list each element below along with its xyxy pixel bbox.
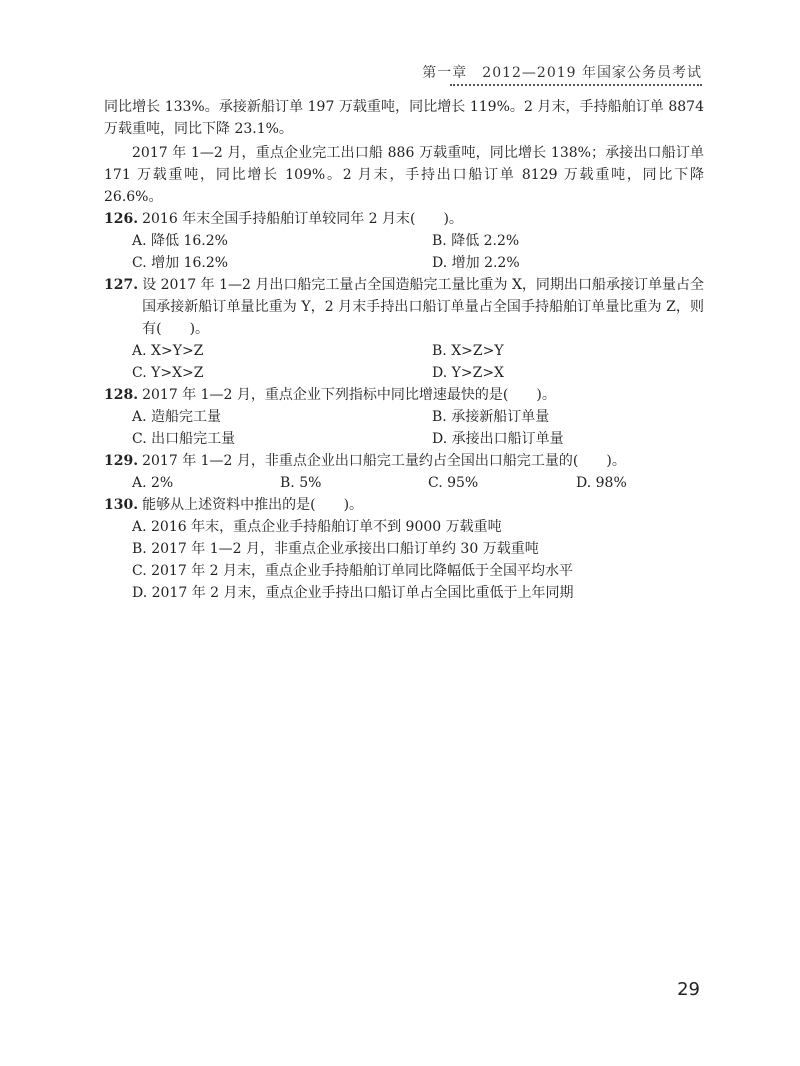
option-b: B. 降低 2.2%	[432, 233, 520, 249]
option-b: B. 2017 年 1—2 月，非重点企业承接出口船订单约 30 万载重吨	[132, 541, 539, 557]
page-number: 29	[677, 979, 700, 1000]
question-text: 2016 年末全国手持船舶订单较同年 2 月末( )。	[142, 211, 463, 227]
option-c: C. Y>X>Z	[132, 365, 204, 381]
options-grid	[104, 406, 704, 450]
question-text: 能够从上述资料中推出的是( )。	[142, 497, 364, 513]
question-129	[104, 450, 704, 494]
option-d: D. 承接出口船订单量	[432, 431, 564, 447]
question-stem	[104, 208, 704, 230]
option-c: C. 2017 年 2 月末，重点企业手持船舶订单同比降幅低于全国平均水平	[132, 563, 573, 579]
question-number: 126.	[104, 211, 139, 227]
option-c: C. 增加 16.2%	[132, 255, 229, 271]
option-a: A. 降低 16.2%	[132, 233, 228, 249]
question-stem	[104, 384, 704, 406]
question-number: 129.	[104, 453, 139, 469]
options-grid	[104, 230, 704, 274]
running-header: 第一章 2012—2019 年国家公务员考试	[422, 65, 702, 81]
question-number: 127.	[104, 277, 139, 293]
question-126	[104, 208, 704, 274]
question-127	[104, 274, 704, 384]
options-row	[104, 472, 704, 494]
question-text: 2017 年 1—2 月，重点企业下列指标中同比增速最快的是( )。	[142, 387, 556, 403]
page-content	[104, 96, 704, 604]
option-d: D. Y>Z>X	[432, 365, 505, 381]
option-d: D. 2017 年 2 月末，重点企业手持出口船订单占全国比重低于上年同期	[132, 585, 574, 601]
options-list	[104, 516, 704, 604]
question-128	[104, 384, 704, 450]
question-stem	[104, 494, 704, 516]
option-a: A. 2016 年末，重点企业手持船舶订单不到 9000 万载重吨	[132, 519, 502, 535]
question-number: 130.	[104, 497, 139, 513]
option-a: A. X>Y>Z	[132, 343, 204, 359]
option-c: C. 出口船完工量	[132, 431, 236, 447]
question-number: 128.	[104, 387, 139, 403]
material-paragraph-1: 同比增长 133%。承接新船订单 197 万载重吨，同比增长 119%。2 月末，手持船舶订单 8874 万载重吨，同比下降 23.1%。	[104, 99, 704, 137]
question-stem	[104, 450, 704, 472]
option-b: B. 承接新船订单量	[432, 409, 550, 425]
question-text: 2017 年 1—2 月，非重点企业出口船完工量约占全国出口船完工量的( )。	[142, 453, 626, 469]
option-b: B. 5%	[280, 475, 322, 491]
question-stem	[104, 274, 704, 340]
option-a: A. 2%	[132, 475, 174, 491]
options-grid	[104, 340, 704, 384]
header-rule	[450, 84, 702, 86]
question-130	[104, 494, 704, 604]
question-text: 设 2017 年 1—2 月出口船完工量占全国造船完工量比重为 X，同期出口船承接订单量占全国承接新船订单量比重为 Y，2 月末手持出口船订单量占全国手持船舶订单量比重为 Z，则有( )。	[142, 277, 704, 337]
option-b: B. X>Z>Y	[432, 343, 504, 359]
material-paragraph-2: 2017 年 1—2 月，重点企业完工出口船 886 万载重吨，同比增长 138%；承接出口船订单 171 万载重吨，同比增长 109%。2 月末，手持出口船订单 8129 万载重吨，同比下降 26.6%。	[104, 145, 704, 205]
option-d: D. 增加 2.2%	[432, 255, 520, 271]
option-c: C. 95%	[428, 475, 479, 491]
option-d: D. 98%	[576, 475, 627, 491]
option-a: A. 造船完工量	[132, 409, 222, 425]
